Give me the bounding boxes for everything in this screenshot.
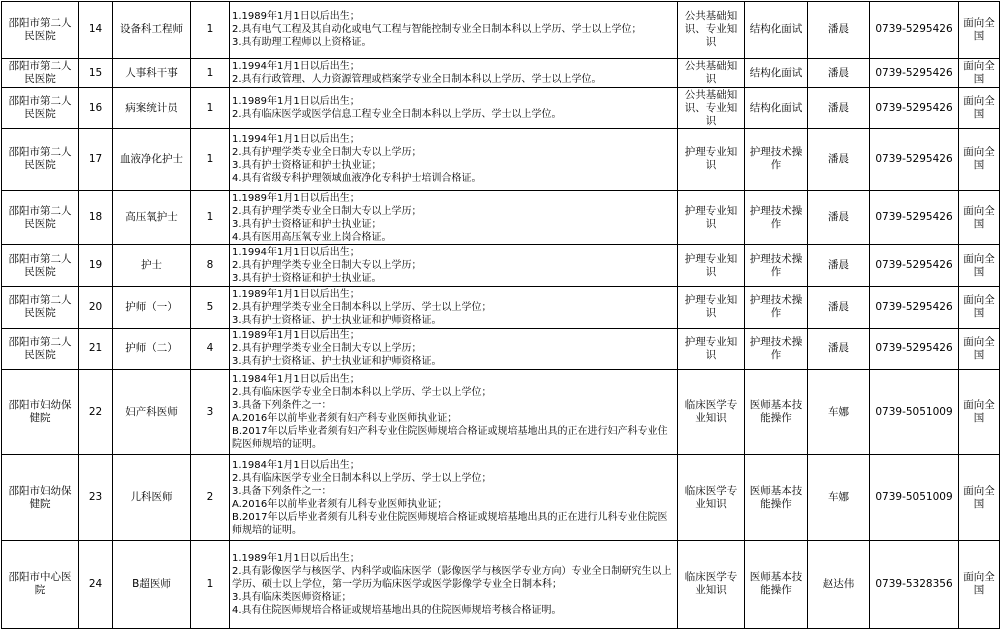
scope-cell: 面向全国: [959, 370, 1000, 455]
scope-cell: 面向全国: [959, 540, 1000, 628]
requirements-cell: [230, 455, 678, 540]
count-cell: 1: [191, 2, 230, 59]
count-cell: 1: [191, 88, 230, 129]
phone-cell: 0739-5295426: [870, 128, 959, 190]
contact-cell: 车娜: [808, 455, 870, 540]
count-cell: 1: [191, 128, 230, 190]
requirement-line: 2.具有护理学类专业全日制大专以上学历；: [232, 343, 422, 355]
requirements-cell: [230, 245, 678, 287]
phone-cell: 0739-5295426: [870, 88, 959, 129]
position-cell: 儿科医师: [113, 455, 191, 540]
count-cell: 8: [191, 245, 230, 287]
position-cell: 血液净化护士: [113, 128, 191, 190]
requirement-line: 3.具有护士资格证、护士执业证和护师资格证。: [232, 314, 442, 326]
requirement-line: 3.具备下列条件之一：: [232, 400, 332, 412]
interview-cell: 护理技术操作: [745, 128, 808, 190]
table-row: [2, 328, 1000, 370]
requirement-line: 1.1994年1月1日以后出生；: [232, 247, 360, 259]
count-cell: 2: [191, 455, 230, 540]
table-row: [2, 245, 1000, 287]
written-exam-cell: 临床医学专业知识: [678, 455, 745, 540]
written-exam-cell: 公共基础知识、专业知识: [678, 2, 745, 59]
number-cell: 19: [79, 245, 113, 287]
position-cell: 高压氧护士: [113, 190, 191, 245]
interview-cell: 医师基本技能操作: [745, 540, 808, 628]
requirement-line: 1.1994年1月1日以后出生；: [232, 61, 360, 73]
unit-cell: 邵阳市妇幼保健院: [2, 370, 79, 455]
unit-cell: 邵阳市第二人民医院: [2, 245, 79, 287]
written-exam-cell: 护理专业知识: [678, 245, 745, 287]
scope-cell: 面向全国: [959, 245, 1000, 287]
written-exam-cell: 护理专业知识: [678, 190, 745, 245]
requirement-line: 1.1994年1月1日以后出生；: [232, 134, 360, 146]
interview-cell: 护理技术操作: [745, 287, 808, 329]
requirement-line: 1.1989年1月1日以后出生；: [232, 192, 360, 204]
requirement-line: 1.1989年1月1日以后出生；: [232, 11, 360, 23]
requirement-line: 3.具有临床类医师资格证；: [232, 591, 352, 603]
interview-cell: 医师基本技能操作: [745, 370, 808, 455]
requirement-line: 2.具有临床医学专业全日制本科以上学历、学士以上学位；: [232, 472, 492, 484]
requirement-line: 2.具有临床医学或医学信息工程专业全日制本科以上学历、学士以上学位。: [232, 109, 562, 121]
written-exam-cell: 公共基础知识、专业知识: [678, 88, 745, 129]
contact-cell: 潘晨: [808, 245, 870, 287]
count-cell: 1: [191, 540, 230, 628]
requirement-line: 2.具有护理学类专业全日制大专以上学历；: [232, 147, 422, 159]
requirement-line: 2.具有护理学类专业全日制本科以上学历、学士以上学位；: [232, 301, 492, 313]
requirements-cell: [230, 2, 678, 59]
requirement-line: 1.1989年1月1日以后出生；: [232, 330, 360, 342]
position-cell: 设备科工程师: [113, 2, 191, 59]
table-row: [2, 190, 1000, 245]
contact-cell: 车娜: [808, 370, 870, 455]
unit-cell: 邵阳市妇幼保健院: [2, 455, 79, 540]
number-cell: 20: [79, 287, 113, 329]
interview-cell: 结构化面试: [745, 2, 808, 59]
contact-cell: 潘晨: [808, 58, 870, 87]
written-exam-cell: 公共基础知识: [678, 58, 745, 87]
requirement-line: 3.具有助理工程师以上资格证。: [232, 37, 372, 49]
scope-cell: 面向全国: [959, 2, 1000, 59]
phone-cell: 0739-5295426: [870, 328, 959, 370]
unit-cell: 邵阳市中心医院: [2, 540, 79, 628]
contact-cell: 潘晨: [808, 190, 870, 245]
phone-cell: 0739-5328356: [870, 540, 959, 628]
table-row: [2, 455, 1000, 540]
contact-cell: 潘晨: [808, 2, 870, 59]
phone-cell: 0739-5295426: [870, 58, 959, 87]
position-cell: B超医师: [113, 540, 191, 628]
table-row: [2, 88, 1000, 129]
requirements-cell: [230, 287, 678, 329]
written-exam-cell: 临床医学专业知识: [678, 540, 745, 628]
scope-cell: 面向全国: [959, 287, 1000, 329]
table-row: [2, 287, 1000, 329]
unit-cell: 邵阳市第二人民医院: [2, 287, 79, 329]
number-cell: 15: [79, 58, 113, 87]
scope-cell: 面向全国: [959, 455, 1000, 540]
requirement-line: 4.具有住院医师规培合格证或规培基地出具的住院医师规培考核合格证明。: [232, 604, 562, 616]
phone-cell: 0739-5051009: [870, 455, 959, 540]
count-cell: 5: [191, 287, 230, 329]
requirement-line: 2.具有行政管理、人力资源管理或档案学专业全日制本科以上学历、学士以上学位。: [232, 74, 602, 86]
requirements-cell: [230, 540, 678, 628]
requirement-line: 2.具有护理学类专业全日制大专以上学历；: [232, 205, 422, 217]
table-row: [2, 128, 1000, 190]
count-cell: 4: [191, 328, 230, 370]
scope-cell: 面向全国: [959, 58, 1000, 87]
requirements-cell: [230, 58, 678, 87]
number-cell: 18: [79, 190, 113, 245]
written-exam-cell: 护理专业知识: [678, 287, 745, 329]
requirement-line: 4.具有省级专科护理领域血液净化专科护士培训合格证。: [232, 173, 482, 185]
requirement-line: 1.1984年1月1日以后出生；: [232, 374, 360, 386]
requirement-line: B.2017年以后毕业者须有妇产科专业住院医师规培合格证或规培基地出具的正在进行妇产科专业住院医师规培的证明。: [232, 426, 668, 451]
requirement-line: A.2016年以前毕业者须有儿科专业医师执业证；: [232, 498, 448, 510]
interview-cell: 护理技术操作: [745, 328, 808, 370]
interview-cell: 护理技术操作: [745, 245, 808, 287]
requirements-cell: [230, 190, 678, 245]
contact-cell: 潘晨: [808, 128, 870, 190]
requirement-line: 3.具有护士资格证和护士执业证。: [232, 273, 382, 285]
interview-cell: 医师基本技能操作: [745, 455, 808, 540]
requirement-line: 1.1989年1月1日以后出生；: [232, 552, 360, 564]
number-cell: 24: [79, 540, 113, 628]
table-row: [2, 370, 1000, 455]
phone-cell: 0739-5295426: [870, 2, 959, 59]
contact-cell: 潘晨: [808, 328, 870, 370]
phone-cell: 0739-5295426: [870, 287, 959, 329]
interview-cell: 结构化面试: [745, 58, 808, 87]
contact-cell: 潘晨: [808, 88, 870, 129]
number-cell: 22: [79, 370, 113, 455]
contact-cell: 赵达伟: [808, 540, 870, 628]
scope-cell: 面向全国: [959, 328, 1000, 370]
unit-cell: 邵阳市第二人民医院: [2, 88, 79, 129]
scope-cell: 面向全国: [959, 128, 1000, 190]
written-exam-cell: 护理专业知识: [678, 128, 745, 190]
table-row: [2, 540, 1000, 628]
number-cell: 16: [79, 88, 113, 129]
interview-cell: 结构化面试: [745, 88, 808, 129]
requirement-line: 2.具有影像医学与核医学、内科学或临床医学（影像医学与核医学专业方向）专业全日制研究生以上学历、硕士以上学位，第一学历为临床医学或医学影像学专业全日制本科；: [232, 565, 672, 590]
requirement-line: 2.具有电气工程及其自动化或电气工程与智能控制专业全日制本科以上学历、学士以上学位；: [232, 24, 642, 36]
interview-cell: 护理技术操作: [745, 190, 808, 245]
requirement-line: A.2016年以前毕业者须有妇产科专业医师执业证；: [232, 413, 458, 425]
number-cell: 23: [79, 455, 113, 540]
requirements-cell: [230, 128, 678, 190]
recruitment-table: [1, 1, 1000, 629]
position-cell: 病案统计员: [113, 88, 191, 129]
position-cell: 妇产科医师: [113, 370, 191, 455]
requirements-cell: [230, 88, 678, 129]
requirement-line: 1.1984年1月1日以后出生；: [232, 459, 360, 471]
count-cell: 3: [191, 370, 230, 455]
number-cell: 21: [79, 328, 113, 370]
table-row: [2, 58, 1000, 87]
number-cell: 17: [79, 128, 113, 190]
unit-cell: 邵阳市第二人民医院: [2, 58, 79, 87]
position-cell: 人事科干事: [113, 58, 191, 87]
number-cell: 14: [79, 2, 113, 59]
phone-cell: 0739-5051009: [870, 370, 959, 455]
scope-cell: 面向全国: [959, 88, 1000, 129]
count-cell: 1: [191, 58, 230, 87]
requirement-line: 3.具有护士资格证和护士执业证；: [232, 218, 382, 230]
requirement-line: 3.具有护士资格证、护士执业证和护师资格证。: [232, 356, 442, 368]
requirement-line: B.2017年以后毕业者须有儿科专业住院医师规培合格证或规培基地出具的正在进行儿科专业住院医师规培的证明。: [232, 511, 668, 536]
count-cell: 1: [191, 190, 230, 245]
requirement-line: 1.1989年1月1日以后出生；: [232, 288, 360, 300]
position-cell: 护师（二）: [113, 328, 191, 370]
written-exam-cell: 护理专业知识: [678, 328, 745, 370]
requirement-line: 1.1989年1月1日以后出生；: [232, 96, 360, 108]
requirement-line: 3.具备下列条件之一：: [232, 485, 332, 497]
written-exam-cell: 临床医学专业知识: [678, 370, 745, 455]
scope-cell: 面向全国: [959, 190, 1000, 245]
position-cell: 护士: [113, 245, 191, 287]
requirement-line: 2.具有临床医学专业全日制本科以上学历、学士以上学位；: [232, 387, 492, 399]
phone-cell: 0739-5295426: [870, 245, 959, 287]
phone-cell: 0739-5295426: [870, 190, 959, 245]
table-row: [2, 2, 1000, 59]
unit-cell: 邵阳市第二人民医院: [2, 328, 79, 370]
contact-cell: 潘晨: [808, 287, 870, 329]
unit-cell: 邵阳市第二人民医院: [2, 2, 79, 59]
requirement-line: 3.具有护士资格证和护士执业证；: [232, 160, 382, 172]
requirement-line: 4.具有医用高压氧专业上岗合格证。: [232, 231, 392, 243]
position-cell: 护师（一）: [113, 287, 191, 329]
requirement-line: 2.具有护理学类专业全日制大专以上学历；: [232, 260, 422, 272]
requirements-cell: [230, 370, 678, 455]
requirements-cell: [230, 328, 678, 370]
table-body: [2, 2, 1000, 629]
unit-cell: 邵阳市第二人民医院: [2, 128, 79, 190]
unit-cell: 邵阳市第二人民医院: [2, 190, 79, 245]
